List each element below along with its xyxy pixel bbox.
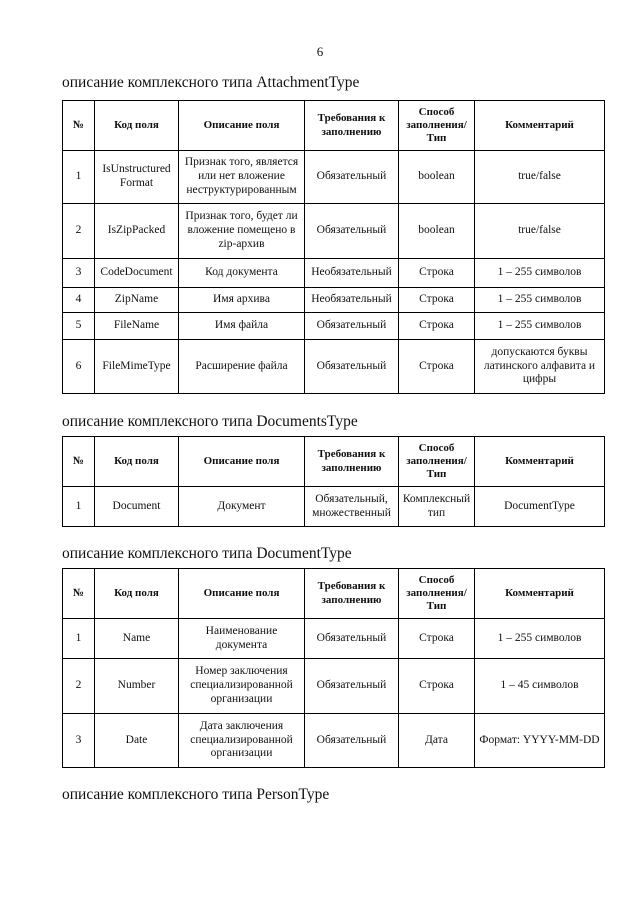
header-n: № — [63, 569, 95, 619]
cell-req: Необязательный — [305, 288, 399, 313]
header-type: Способ заполнения/ Тип — [399, 437, 475, 487]
header-code: Код поля — [95, 101, 179, 151]
cell-req: Обязательный — [305, 619, 399, 659]
table-row — [63, 487, 605, 527]
cell-comment: 1 – 255 символов — [475, 619, 605, 659]
cell-code: FileMimeType — [95, 340, 179, 394]
cell-n: 1 — [63, 487, 95, 527]
table-header-row — [63, 101, 605, 151]
attachment-type-table — [62, 100, 605, 394]
cell-req: Обязательный — [305, 714, 399, 768]
header-req: Требования к заполнению — [305, 101, 399, 151]
section-title-person-type: описание комплексного типа PersonType — [62, 786, 330, 803]
header-desc: Описание поля — [179, 437, 305, 487]
cell-desc: Код документа — [179, 259, 305, 288]
cell-code: FileName — [95, 313, 179, 340]
cell-req: Обязательный — [305, 204, 399, 259]
cell-desc: Документ — [179, 487, 305, 527]
table-row — [63, 204, 605, 259]
cell-comment: допускаются буквы латинского алфавита и цифры — [475, 340, 605, 394]
cell-desc: Номер заключения специализированной организации — [179, 659, 305, 714]
cell-desc: Расширение файла — [179, 340, 305, 394]
header-comment: Комментарий — [475, 569, 605, 619]
table-row — [63, 259, 605, 288]
documents-type-table — [62, 436, 605, 527]
header-comment: Комментарий — [475, 101, 605, 151]
cell-desc: Наименование документа — [179, 619, 305, 659]
section-title-document-type: описание комплексного типа DocumentType — [62, 545, 352, 562]
cell-n: 1 — [63, 619, 95, 659]
header-desc: Описание поля — [179, 101, 305, 151]
cell-req: Обязательный — [305, 340, 399, 394]
cell-n: 6 — [63, 340, 95, 394]
cell-req: Обязательный — [305, 659, 399, 714]
cell-n: 1 — [63, 151, 95, 204]
cell-comment: true/false — [475, 204, 605, 259]
page-number: 6 — [316, 44, 324, 59]
table-row — [63, 151, 605, 204]
cell-type: Строка — [399, 259, 475, 288]
table-header-row — [63, 569, 605, 619]
cell-desc: Имя архива — [179, 288, 305, 313]
table-row — [63, 619, 605, 659]
cell-req: Обязательный, множественный — [305, 487, 399, 527]
cell-code: Number — [95, 659, 179, 714]
cell-desc: Признак того, будет ли вложение помещено в zip-архив — [179, 204, 305, 259]
header-req: Требования к заполнению — [305, 569, 399, 619]
cell-req: Необязательный — [305, 259, 399, 288]
cell-code: Name — [95, 619, 179, 659]
cell-n: 4 — [63, 288, 95, 313]
cell-type: boolean — [399, 204, 475, 259]
cell-code: Date — [95, 714, 179, 768]
cell-comment: Формат: YYYY-MM-DD — [475, 714, 605, 768]
cell-comment: 1 – 255 символов — [475, 259, 605, 288]
table-header-row — [63, 437, 605, 487]
cell-code: IsZipPacked — [95, 204, 179, 259]
cell-code: Document — [95, 487, 179, 527]
table-row — [63, 288, 605, 313]
cell-n: 5 — [63, 313, 95, 340]
header-n: № — [63, 437, 95, 487]
table-row — [63, 714, 605, 768]
cell-type: Комплексный тип — [399, 487, 475, 527]
cell-type: Строка — [399, 288, 475, 313]
header-code: Код поля — [95, 437, 179, 487]
cell-comment: true/false — [475, 151, 605, 204]
cell-comment: DocumentType — [475, 487, 605, 527]
cell-comment: 1 – 255 символов — [475, 288, 605, 313]
cell-code: ZipName — [95, 288, 179, 313]
header-n: № — [63, 101, 95, 151]
cell-desc: Дата заключения специализированной организации — [179, 714, 305, 768]
cell-n: 3 — [63, 259, 95, 288]
table-row — [63, 313, 605, 340]
cell-type: Строка — [399, 659, 475, 714]
cell-comment: 1 – 45 символов — [475, 659, 605, 714]
table-row — [63, 340, 605, 394]
cell-n: 2 — [63, 659, 95, 714]
header-desc: Описание поля — [179, 569, 305, 619]
table-row — [63, 659, 605, 714]
header-req: Требования к заполнению — [305, 437, 399, 487]
cell-desc: Признак того, является или нет вложение неструктурированным — [179, 151, 305, 204]
document-type-table — [62, 568, 605, 768]
cell-req: Обязательный — [305, 313, 399, 340]
header-code: Код поля — [95, 569, 179, 619]
cell-n: 3 — [63, 714, 95, 768]
section-title-documents-type: описание комплексного типа DocumentsType — [62, 413, 358, 430]
cell-type: Строка — [399, 619, 475, 659]
cell-type: boolean — [399, 151, 475, 204]
cell-desc: Имя файла — [179, 313, 305, 340]
cell-code: IsUnstructured Format — [95, 151, 179, 204]
section-title-attachment-type: описание комплексного типа AttachmentType — [62, 74, 360, 91]
header-type: Способ заполнения/ Тип — [399, 101, 475, 151]
header-comment: Комментарий — [475, 437, 605, 487]
cell-code: CodeDocument — [95, 259, 179, 288]
cell-type: Строка — [399, 340, 475, 394]
cell-type: Дата — [399, 714, 475, 768]
cell-type: Строка — [399, 313, 475, 340]
header-type: Способ заполнения/ Тип — [399, 569, 475, 619]
cell-n: 2 — [63, 204, 95, 259]
cell-comment: 1 – 255 символов — [475, 313, 605, 340]
cell-req: Обязательный — [305, 151, 399, 204]
